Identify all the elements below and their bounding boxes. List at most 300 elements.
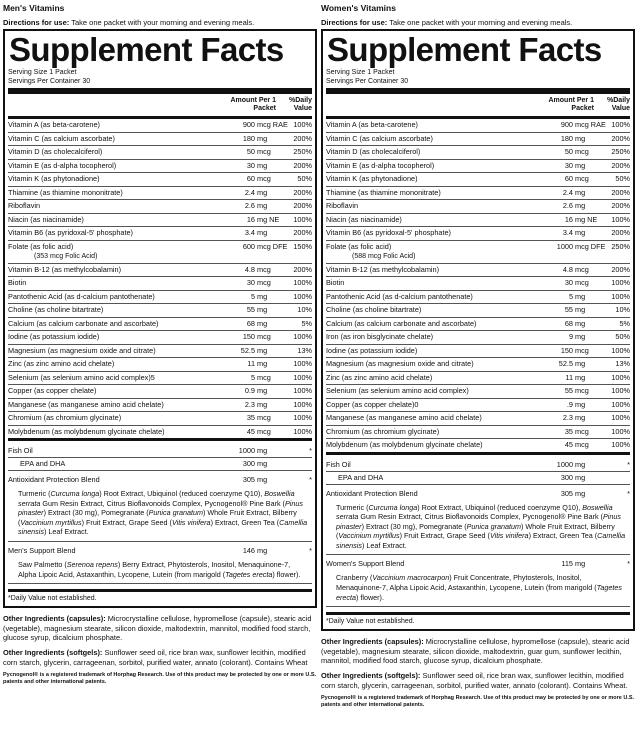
nutrient-row	[326, 412, 630, 426]
nutrient-name: Iodine (as potassium iodide)	[8, 332, 100, 341]
nutrient-name: Biotin	[326, 278, 345, 287]
amount-value: 52.5	[240, 345, 255, 355]
epa-dha-row	[326, 472, 630, 485]
amount-value: 5	[250, 372, 255, 382]
desc-text: ) flower).	[272, 569, 301, 579]
nutrient-amount	[204, 214, 280, 227]
nutrient-name: Zinc (as zinc amino acid chelate)	[8, 359, 115, 368]
nutrient-row	[326, 318, 630, 332]
desc-text: ) Root Extract, Ubiquinol (reduced coenzyme Q10),	[99, 489, 265, 498]
nutrient-amount	[522, 291, 594, 304]
nutrient-row	[326, 345, 630, 359]
nutrient-sub: (353 mcg Folic Acid)	[34, 252, 98, 260]
amount-unit: mg	[575, 228, 586, 237]
dv-footnote: *Daily Value not established.	[8, 589, 312, 604]
nutrient-dv: 100%	[611, 345, 630, 355]
nutrient-row	[326, 214, 630, 228]
nutrient-name: Molybdenum (as molybdenum glycinate chelate)	[326, 440, 483, 449]
nutrient-dv: 100%	[293, 426, 312, 436]
servings-per-container: Servings Per Container 30	[326, 78, 409, 85]
latin-name: Tagetes erecta	[336, 583, 622, 602]
nutrient-dv: 10%	[297, 305, 312, 314]
nutrient-dv: 5%	[619, 318, 630, 328]
nutrient-amount	[204, 173, 276, 186]
nutrient-dv: 100%	[293, 359, 312, 368]
desc-text: Gum Resin Extract, Citrus Bioflavonoids Complex, Pycnogenol® Pine Bark (	[40, 498, 285, 508]
nutrient-name: Folate (as folic acid)	[326, 241, 392, 251]
nutrient-name: Vitamin B-12 (as methylcobalamin)	[8, 264, 122, 274]
blend-dv: *	[309, 475, 312, 484]
capsules-text: Microcrystalline cellulose, hypromellose (capsule), stearic acid (vegetable), magnesium stearate, silicon dioxide, maltodextrin, guar gum, sunflower lecithin, mannitol, modified food starch, glucose syrup, dicalcium phosphate.	[321, 637, 630, 666]
nutrient-name: Vitamin A (as beta-carotene)	[8, 120, 100, 129]
amount-value: 9	[568, 332, 573, 341]
trademark-text: is a registered trademark of Horphag Research. Use of this product may be protected by one or more U.S. patents and other international patents.	[321, 695, 635, 709]
amount-unit: mg	[575, 332, 586, 341]
serving-info	[326, 68, 630, 94]
nutrient-dv: 100%	[611, 278, 630, 287]
amount-unit: mg	[575, 488, 586, 498]
nutrient-row	[326, 264, 630, 278]
amount-value: 45	[246, 426, 255, 436]
nutrient-row	[326, 187, 630, 201]
amount-value: 30	[246, 278, 255, 287]
nutrient-amount	[522, 358, 594, 371]
capsules-label: Other Ingredients (capsules):	[321, 637, 424, 647]
nutrient-name: Vitamin C (as calcium ascorbate)	[326, 133, 433, 143]
nutrient-dv: 100%	[293, 332, 312, 341]
nutrient-name: Calcium (as calcium carbonate and ascorbate)	[326, 318, 477, 328]
amount-value: 2.4	[562, 187, 573, 197]
amount-value: 16	[246, 214, 255, 224]
latin-name: Pinus pinaster	[18, 498, 303, 518]
amount-unit: mg	[257, 160, 268, 170]
servings-per-container: Servings Per Container 30	[8, 78, 91, 85]
nutrient-name: Vitamin B-12 (as methylcobalamin)	[326, 264, 440, 274]
amount-unit: mcg	[257, 332, 271, 341]
amount-unit: mg	[257, 475, 268, 484]
nutrient-amount	[522, 439, 594, 452]
directions	[321, 16, 635, 29]
nutrient-row	[326, 399, 630, 413]
amount-unit: mg	[575, 413, 586, 422]
latin-name: Boswellia serrata	[18, 489, 295, 508]
amount-value: 300	[242, 459, 255, 468]
product-title: Men's Vitamins	[3, 3, 65, 13]
product-title: Women's Vitamins	[321, 3, 396, 13]
amount-value: 60	[564, 174, 573, 183]
desc-text: ) Fruit Extract, Grape Seed (	[399, 531, 490, 541]
amount-value: 50	[246, 147, 255, 156]
nutrient-amount	[522, 200, 594, 213]
antioxidant-blend-row	[326, 488, 630, 500]
nutrient-name: Thiamine (as thiamine mononitrate)	[8, 187, 123, 197]
amount-unit: mcg	[257, 264, 271, 274]
nutrient-dv: 200%	[293, 133, 312, 143]
nutrient-dv: 100%	[611, 372, 630, 382]
nutrient-dv: 100%	[293, 291, 312, 301]
nutrient-amount	[204, 264, 276, 277]
amount-unit: mg	[575, 359, 586, 368]
nutrient-row	[8, 318, 312, 332]
amount-unit: mg	[257, 318, 268, 328]
desc-text: ) Extract, Green Tea (	[528, 531, 598, 541]
blend-amount	[204, 474, 276, 486]
nutrient-dv: 100%	[611, 291, 630, 301]
facts-title: Supplement Facts	[9, 31, 284, 68]
amount-value: 2.3	[562, 413, 573, 422]
amount-unit: mcg	[257, 174, 271, 183]
nutrient-dv: 50%	[615, 174, 630, 183]
nutrient-name: Chromium (as chromium glycinate)	[8, 413, 122, 422]
amount-unit: mg	[575, 318, 586, 328]
amount-value: 5	[250, 291, 255, 301]
nutrient-name: Vitamin E (as d-alpha tocopherol)	[326, 160, 435, 170]
desc-text: Saw Palmetto (	[18, 559, 67, 569]
nutrient-row	[326, 331, 630, 345]
amount-value: 30	[564, 278, 573, 287]
nutrient-dv: 200%	[293, 228, 312, 237]
nutrient-name: Selenium (as selenium amino acid complex)5	[8, 372, 155, 382]
nutrient-row	[326, 173, 630, 187]
blend-dv: *	[309, 446, 312, 455]
amount-unit: mcg	[257, 147, 271, 156]
latin-name: Curcuma longa	[368, 502, 418, 512]
desc-text: Gum Resin Extract, Citrus Bioflavonoids Complex, Pycnogenol® Pine Bark (	[358, 512, 603, 522]
latin-name: Serenoa repens	[66, 559, 118, 569]
serving-size: Serving Size 1 Packet	[326, 69, 395, 76]
amount-unit: mcg	[575, 278, 589, 287]
nutrient-amount	[204, 133, 276, 146]
nutrient-row	[8, 412, 312, 426]
nutrient-row	[326, 133, 630, 147]
amount-unit: mg	[575, 305, 586, 314]
nutrient-row	[326, 385, 630, 399]
nutrient-amount	[204, 318, 276, 331]
nutrient-dv: 100%	[293, 120, 312, 129]
nutrient-name: Calcium (as calcium carbonate and ascorbate)	[8, 318, 159, 328]
nutrient-dv: 50%	[615, 332, 630, 341]
blend-amount	[522, 472, 594, 484]
amount-value: 2.6	[244, 201, 255, 210]
directions-label: Directions for use:	[3, 18, 70, 27]
amount-value: 30	[246, 160, 255, 170]
amount-value: 35	[564, 426, 573, 436]
nutrient-amount	[204, 331, 276, 344]
amount-value: 305	[242, 475, 255, 484]
nutrient-name: Zinc (as zinc amino acid chelate)	[326, 372, 433, 382]
column-headers	[8, 94, 312, 119]
supplement-facts-box	[3, 29, 317, 608]
amount-value: 2.6	[562, 201, 573, 210]
nutrient-dv: 200%	[611, 228, 630, 237]
amount-unit: mcg	[575, 174, 589, 183]
amount-unit: mg	[257, 446, 268, 455]
amount-value: 68	[564, 318, 573, 328]
trademark-label: Pycnogenol®	[3, 672, 39, 679]
blend-amount	[522, 459, 594, 471]
blend-dv: *	[627, 459, 630, 469]
nutrient-amount	[204, 200, 276, 213]
amount-unit: mg	[257, 228, 268, 237]
nutrient-row	[8, 291, 312, 305]
amount-unit: mcg RAE	[257, 120, 288, 129]
nutrient-name: Vitamin B6 (as pyridoxal-5' phosphate)	[326, 228, 451, 237]
nutrient-amount	[522, 146, 594, 159]
amount-value: 900	[242, 120, 255, 129]
nutrient-amount	[204, 358, 276, 371]
nutrient-row	[8, 304, 312, 318]
desc-text: ) Extract (30 mg), Pomegranate (	[43, 508, 149, 518]
amount-value: 305	[560, 488, 573, 498]
amount-unit: mg	[257, 545, 268, 555]
nutrient-dv: 100%	[293, 278, 312, 287]
nutrient-name: Copper (as copper chelate)0	[326, 399, 419, 409]
nutrient-amount	[522, 133, 594, 146]
nutrient-dv: 200%	[611, 133, 630, 143]
nutrient-name: Vitamin D (as cholecalciferol)	[326, 147, 421, 156]
amount-unit: mcg	[575, 440, 589, 449]
desc-text: ) Leaf Extract.	[43, 527, 89, 537]
amount-value: .9	[566, 399, 573, 409]
amount-unit: mcg	[575, 264, 589, 274]
nutrient-row	[326, 277, 630, 291]
nutrient-row	[326, 227, 630, 241]
amount-value: 600	[242, 241, 255, 251]
nutrient-amount	[522, 227, 594, 240]
blend-name: Antioxidant Protection Blend	[8, 475, 100, 484]
amount-unit: mg	[575, 187, 586, 197]
nutrient-amount	[204, 277, 276, 290]
amount-unit: mg	[257, 386, 268, 395]
nutrient-row	[326, 241, 630, 264]
nutrient-row	[8, 227, 312, 241]
nutrient-amount	[522, 412, 594, 425]
nutrient-name: Selenium (as selenium amino acid complex)	[326, 386, 469, 395]
amount-header: Amount Per 1 Packet	[230, 97, 276, 112]
nutrient-name: Iodine (as potassium iodide)	[326, 345, 418, 355]
support-blend-row	[8, 545, 312, 557]
amount-unit: mcg DFE	[575, 241, 606, 251]
nutrient-dv: 250%	[293, 147, 312, 156]
blend-name: Fish Oil	[326, 459, 351, 469]
directions	[3, 16, 317, 29]
capsules-label: Other Ingredients (capsules):	[3, 614, 106, 624]
nutrient-dv: 100%	[611, 440, 630, 449]
nutrient-row	[8, 372, 312, 386]
amount-value: 68	[246, 318, 255, 328]
mens-vitamins-panel	[3, 0, 317, 686]
desc-text: ) Extract (30 mg), Pomegranate (	[361, 521, 467, 531]
nutrient-amount	[204, 146, 276, 159]
latin-name: Boswellia serrata	[336, 502, 613, 522]
epa-dha-row	[8, 458, 312, 471]
desc-text: ) Extract, Green Tea (	[210, 517, 280, 527]
amount-value: 3.4	[244, 228, 255, 237]
amount-unit: mcg RAE	[575, 120, 606, 129]
amount-value: 2.4	[244, 187, 255, 197]
amount-unit: mg	[257, 133, 268, 143]
blend-name: EPA and DHA	[20, 459, 66, 468]
nutrient-dv: 200%	[611, 187, 630, 197]
nutrient-name: Chromium (as chromium glycinate)	[326, 426, 440, 436]
column-headers	[326, 94, 630, 119]
amount-value: 3.4	[562, 228, 573, 237]
amount-value: 50	[564, 147, 573, 156]
nutrient-dv: 200%	[293, 201, 312, 210]
desc-text: ) Berry Extract, Phytosterols, Inositol, Menaquinone-7, Alpha Lipoic Acid, Astaxanthin, Lycopene, Lutein (from marigold (	[18, 559, 291, 579]
amount-value: 1000	[556, 459, 573, 469]
nutrient-amount	[522, 345, 594, 358]
nutrient-row	[8, 241, 312, 264]
nutrient-amount	[522, 119, 606, 132]
amount-unit: mg	[257, 305, 268, 314]
softgels-label: Other Ingredients (softgels):	[3, 648, 103, 658]
blend-dv: *	[309, 545, 312, 555]
amount-value: 1000	[556, 241, 573, 251]
nutrient-dv: 50%	[297, 174, 312, 183]
nutrient-amount	[204, 372, 276, 385]
nutrient-dv: 150%	[293, 241, 312, 251]
nutrient-amount	[522, 426, 594, 439]
amount-value: 55	[246, 305, 255, 314]
blend-name: Antioxidant Protection Blend	[326, 488, 418, 498]
dv-footnote: *Daily Value not established.	[326, 612, 630, 627]
nutrient-row	[8, 426, 312, 442]
nutrient-name: Manganese (as manganese amino acid chelate)	[8, 399, 164, 409]
blend-amount	[204, 458, 276, 470]
nutrient-dv: 100%	[611, 426, 630, 436]
latin-name: Camellia sinensis	[18, 517, 308, 537]
amount-unit: mg	[257, 201, 268, 210]
nutrient-amount	[522, 277, 594, 290]
latin-name: Pinus pinaster	[336, 512, 621, 531]
amount-value: 5	[568, 291, 573, 301]
nutrient-dv: 100%	[293, 372, 312, 382]
nutrient-dv: 13%	[297, 345, 312, 355]
nutrient-row	[8, 133, 312, 147]
nutrient-name: Magnesium (as magnesium oxide and citrate)	[8, 345, 156, 355]
supplement-facts-box	[321, 29, 635, 631]
nutrient-name: Biotin	[8, 278, 27, 287]
latin-name: Vaccinium macrocarpon	[372, 573, 450, 583]
nutrient-row	[326, 439, 630, 455]
serving-size: Serving Size 1 Packet	[8, 69, 77, 76]
nutrient-dv: 13%	[615, 359, 630, 368]
nutrient-dv: 100%	[293, 399, 312, 409]
nutrient-dv: 250%	[611, 241, 630, 251]
nutrient-amount	[204, 345, 276, 358]
desc-text: Turmeric (	[336, 502, 369, 512]
amount-unit: mcg	[575, 386, 589, 395]
nutrient-amount	[204, 227, 276, 240]
nutrient-dv: 100%	[611, 399, 630, 409]
amount-unit: mg	[257, 345, 268, 355]
amount-unit: mg	[575, 160, 586, 170]
blend-name: Women's Support Blend	[326, 559, 405, 569]
blend-amount	[522, 488, 594, 500]
nutrient-name: Vitamin C (as calcium ascorbate)	[8, 133, 115, 143]
amount-unit: mg	[575, 133, 586, 143]
softgels-label: Other Ingredients (softgels):	[321, 671, 421, 681]
nutrient-row	[8, 264, 312, 278]
amount-value: 180	[560, 133, 573, 143]
fish-oil-row	[8, 445, 312, 458]
nutrient-row	[326, 146, 630, 160]
other-ingredients-capsules	[3, 614, 317, 642]
nutrient-amount	[204, 119, 288, 132]
nutrient-row	[326, 304, 630, 318]
nutrient-dv: 100%	[611, 214, 630, 224]
desc-text: ) Whole Fruit Extract, Bilberry (	[18, 508, 297, 527]
amount-unit: mg	[257, 291, 268, 301]
latin-name: Punica granatum	[466, 521, 521, 531]
nutrient-dv: 200%	[611, 201, 630, 210]
amount-value: 180	[242, 133, 255, 143]
amount-unit: mg	[575, 201, 586, 210]
amount-unit: mg	[575, 472, 586, 482]
nutrient-row	[8, 160, 312, 174]
latin-name: Punica granatum	[148, 508, 203, 518]
nutrient-amount	[204, 412, 276, 425]
nutrient-name: Pantothenic Acid (as d-calcium pantothenate)	[8, 291, 155, 301]
amount-unit: mg	[257, 399, 268, 409]
blend-dv: *	[627, 488, 630, 498]
amount-value: 900	[560, 120, 573, 129]
nutrient-amount	[204, 291, 276, 304]
nutrient-name: Manganese (as manganese amino acid chelate)	[326, 413, 482, 422]
amount-value: 300	[560, 472, 573, 482]
amount-unit: mg	[257, 459, 268, 468]
amount-unit: mg	[575, 372, 586, 382]
nutrient-dv: 100%	[611, 120, 630, 129]
trademark-label: Pycnogenol®	[321, 695, 357, 702]
softgels-text: Sunflower seed oil, rice bran wax, sunflower lecithin, modified corn starch, glycerin, carrageenan, sorbitol, purified water, annato (colorant). Contains Wheat	[3, 648, 308, 667]
latin-name: Camellia sinensis	[336, 531, 626, 550]
nutrient-row	[8, 385, 312, 399]
nutrient-amount	[204, 187, 276, 200]
nutrient-row	[326, 200, 630, 214]
nutrient-dv: 100%	[611, 413, 630, 422]
nutrient-dv: 100%	[293, 413, 312, 422]
blend-amount	[204, 545, 276, 557]
directions-text: Take one packet with your morning and evening meals.	[71, 18, 255, 27]
nutrient-name: Vitamin A (as beta-carotene)	[326, 120, 418, 129]
fish-oil-row	[326, 459, 630, 472]
desc-text: ) flower).	[355, 592, 384, 602]
amount-unit: mg NE	[575, 214, 598, 224]
nutrient-dv: 100%	[293, 214, 312, 224]
nutrient-row	[326, 358, 630, 372]
nutrient-row	[326, 160, 630, 174]
nutrient-dv: 10%	[615, 305, 630, 314]
amount-unit: mg	[575, 459, 586, 469]
nutrient-dv: 200%	[611, 264, 630, 274]
nutrient-amount	[522, 187, 594, 200]
nutrient-sub: (588 mcg Folic Acid)	[352, 252, 416, 260]
dv-header: %Daily Value	[607, 97, 630, 112]
amount-value: 35	[246, 413, 255, 422]
nutrient-amount	[522, 385, 594, 398]
amount-unit: mcg DFE	[257, 241, 288, 251]
amount-unit: mg	[257, 359, 268, 368]
amount-value: 11	[247, 359, 255, 368]
blend-name: Men's Support Blend	[8, 545, 76, 555]
desc-text: ) Root Extract, Ubiquinol (reduced coenzyme Q10),	[417, 502, 583, 512]
nutrient-row	[8, 214, 312, 228]
nutrient-amount	[204, 426, 276, 439]
nutrient-name: Vitamin K (as phytonadione)	[326, 174, 418, 183]
blend-name: Fish Oil	[8, 446, 33, 455]
